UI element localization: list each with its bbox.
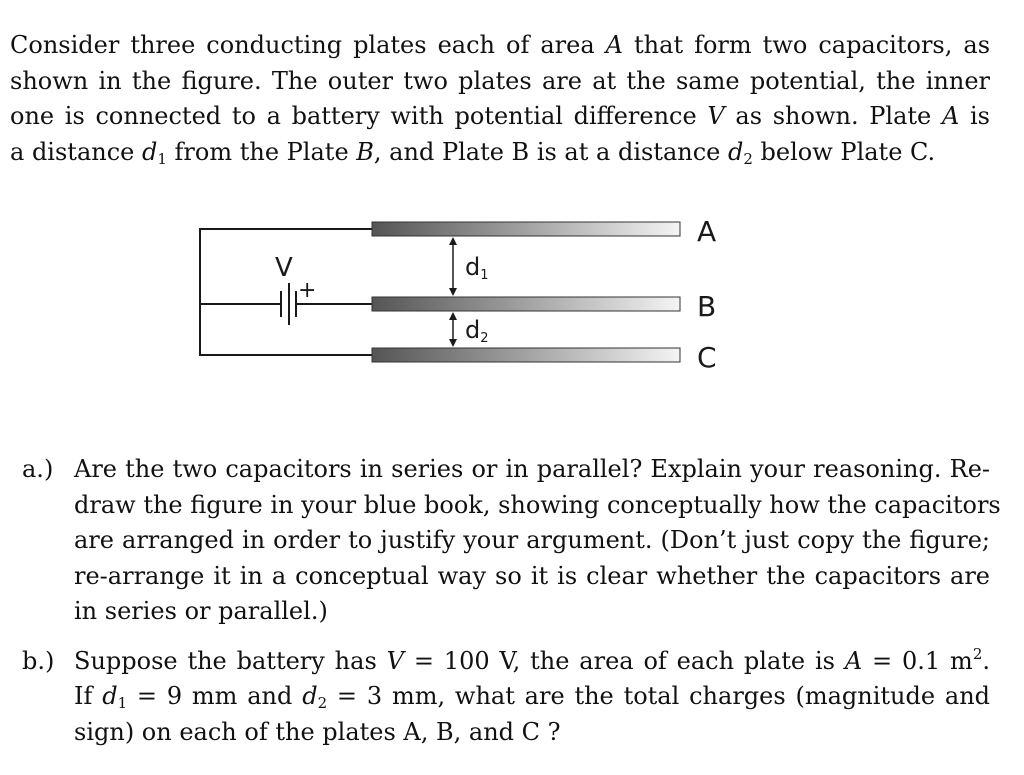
plate-b bbox=[372, 297, 680, 311]
intro-line-3: one is connected to a battery with potential difference V as shown. Plate A is bbox=[10, 102, 990, 130]
question-a-line-2: draw the figure in your blue book, showing conceptually how the capacitors bbox=[74, 490, 1001, 519]
question-a-line-5: in series or parallel.) bbox=[74, 597, 328, 625]
question-a-line-3: are arranged in order to justify your argument. (Don’t just copy the figure; bbox=[74, 526, 990, 554]
question-b-line-2: If $d_1 = 9$ mm and $d_2 = 3$ mm, what are the total charges (magnitude and bbox=[74, 682, 991, 712]
plate-label-b: B bbox=[697, 290, 717, 323]
capacitor-figure bbox=[195, 205, 740, 385]
question-b-line-3: sign) on each of the plates A, B, and C ? bbox=[74, 717, 561, 746]
battery-symbol bbox=[281, 283, 296, 325]
question-b-line-1: Suppose the battery has V = 100 V, the area of each plate is A = 0.1 $m^2$. bbox=[74, 644, 991, 675]
plate-a bbox=[372, 222, 680, 236]
intro-line-1: Consider three conducting plates each of area A that form two capacitors, as bbox=[10, 31, 991, 59]
circuit-wires bbox=[200, 229, 372, 355]
gap-label-d1: d1 bbox=[465, 253, 489, 283]
battery-plus-sign: + bbox=[298, 278, 317, 303]
gap-label-d2: d2 bbox=[465, 316, 489, 346]
intro-line-2: shown in the figure. The outer two plates are at the same potential, the inner bbox=[10, 66, 990, 95]
battery-label: V bbox=[275, 253, 293, 283]
questions bbox=[22, 452, 1001, 764]
gap-arrow-d1 bbox=[449, 237, 457, 296]
plate-label-a: A bbox=[697, 215, 717, 248]
question-a-line-4: re-arrange it in a conceptual way so it is clear whether the capacitors are bbox=[74, 561, 990, 590]
intro-line-4: a distance $d_1$ from the Plate B, and Plate B is at a distance $d_2$ below Plate C. bbox=[10, 137, 936, 168]
plate-c bbox=[372, 348, 680, 362]
gap-arrow-d2 bbox=[449, 312, 457, 347]
problem-intro bbox=[10, 28, 990, 170]
plate-label-c: C bbox=[697, 341, 717, 374]
question-b bbox=[22, 644, 990, 751]
question-a bbox=[22, 452, 1001, 630]
question-a-line-1: Are the two capacitors in series or in parallel? Explain your reasoning. Re- bbox=[74, 455, 990, 483]
question-b-label: b.) bbox=[22, 646, 55, 675]
question-a-label: a.) bbox=[22, 455, 54, 483]
